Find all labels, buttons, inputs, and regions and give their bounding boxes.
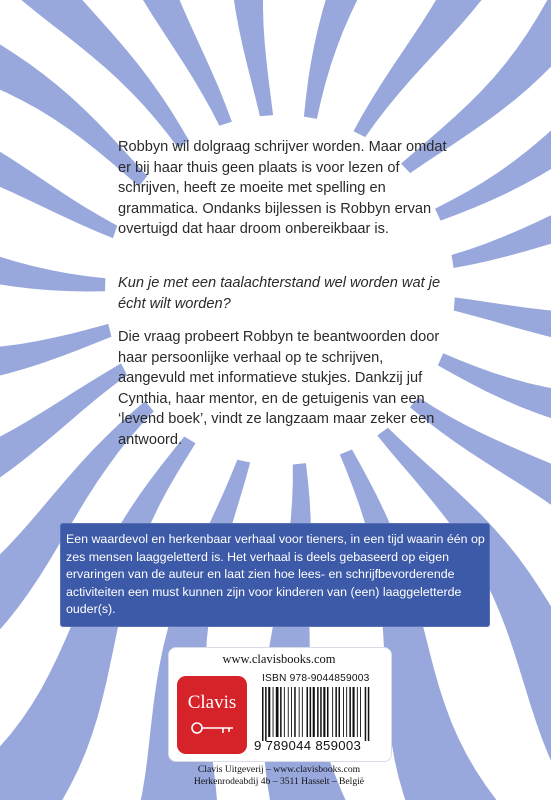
intro-paragraph: Robbyn wil dolgraag schrijver worden. Maar omdat er bij haar thuis geen plaats is voor lezen of schrijven, heeft ze moeite met spelling en grammatica. Ondanks bijlessen is Robbyn ervan overtuigd dat haar droom onbereikbaar is. [118, 139, 447, 237]
barcode-bar [265, 687, 267, 741]
barcode-bar [291, 687, 292, 737]
barcode-bar [288, 687, 289, 737]
barcode-bar [307, 687, 309, 737]
barcode-bar [327, 687, 329, 737]
barcode-bar [320, 687, 322, 737]
barcode [260, 687, 384, 743]
publisher-url[interactable]: www.clavisbooks.com [222, 652, 336, 666]
barcode-bar [357, 687, 358, 737]
publisher-line-1: Clavis Uitgeverij – www.clavisbooks.com [197, 764, 361, 775]
barcode-bar [268, 687, 270, 737]
barcode-bar [313, 687, 315, 737]
logo-text: Clavis [187, 692, 237, 713]
barcode-bar [273, 687, 274, 737]
barcode-bar [302, 687, 303, 737]
barcode-bar [346, 687, 347, 737]
publisher-line-2: Herkenrodeabdij 4b – 3511 Hasselt – België [193, 776, 365, 787]
barcode-bar [365, 687, 367, 741]
publisher-address [164, 764, 394, 788]
barcode-bar [294, 687, 296, 737]
question-paragraph: Kun je met een taalachterstand wel worden wat je écht wilt worden? [118, 275, 441, 312]
key-icon [190, 720, 236, 736]
barcode-bar [368, 687, 370, 741]
barcode-bar [317, 687, 319, 737]
barcode-bar [349, 687, 351, 737]
barcode-bar [343, 687, 344, 737]
barcode-number: 9 789044 859003 [254, 738, 362, 753]
barcode-bar [332, 687, 333, 737]
barcode-bar [335, 687, 337, 737]
isbn-text: ISBN 978-9044859003 [262, 673, 370, 684]
barcode-bar [284, 687, 285, 737]
barcode-bar [262, 687, 264, 741]
barcode-bar [360, 687, 361, 737]
clavis-logo [177, 676, 247, 754]
blurb-text: Een waardevol en herkenbaar verhaal voor tieners, in een tijd waarin één op zes mensen laaggeletterd is. Het verhaal is deels gebaseerd op eigen ervaringen van de auteur en laat zien hoe lees- en schrijfbevorderende activiteiten een must kunnen zijn voor kinderen van (een) laaggeletterde ouder(s). [66, 532, 485, 616]
barcode-bar [323, 687, 325, 737]
barcode-bar [276, 687, 279, 737]
barcode-bar [310, 687, 312, 737]
barcode-bar [299, 687, 300, 737]
story-paragraph: Die vraag probeert Robbyn te beantwoorden door haar persoonlijke verhaal op te schrijven, aangevuld met informatieve stukjes. Dankzij juf Cynthia, haar mentor, en de getuigenis van een ‘levend boek’, vindt ze langzaam maar zeker een antwoord. [118, 329, 440, 448]
barcode-bar [353, 687, 355, 737]
barcode-bar [339, 687, 341, 737]
barcode-bar [280, 687, 282, 737]
